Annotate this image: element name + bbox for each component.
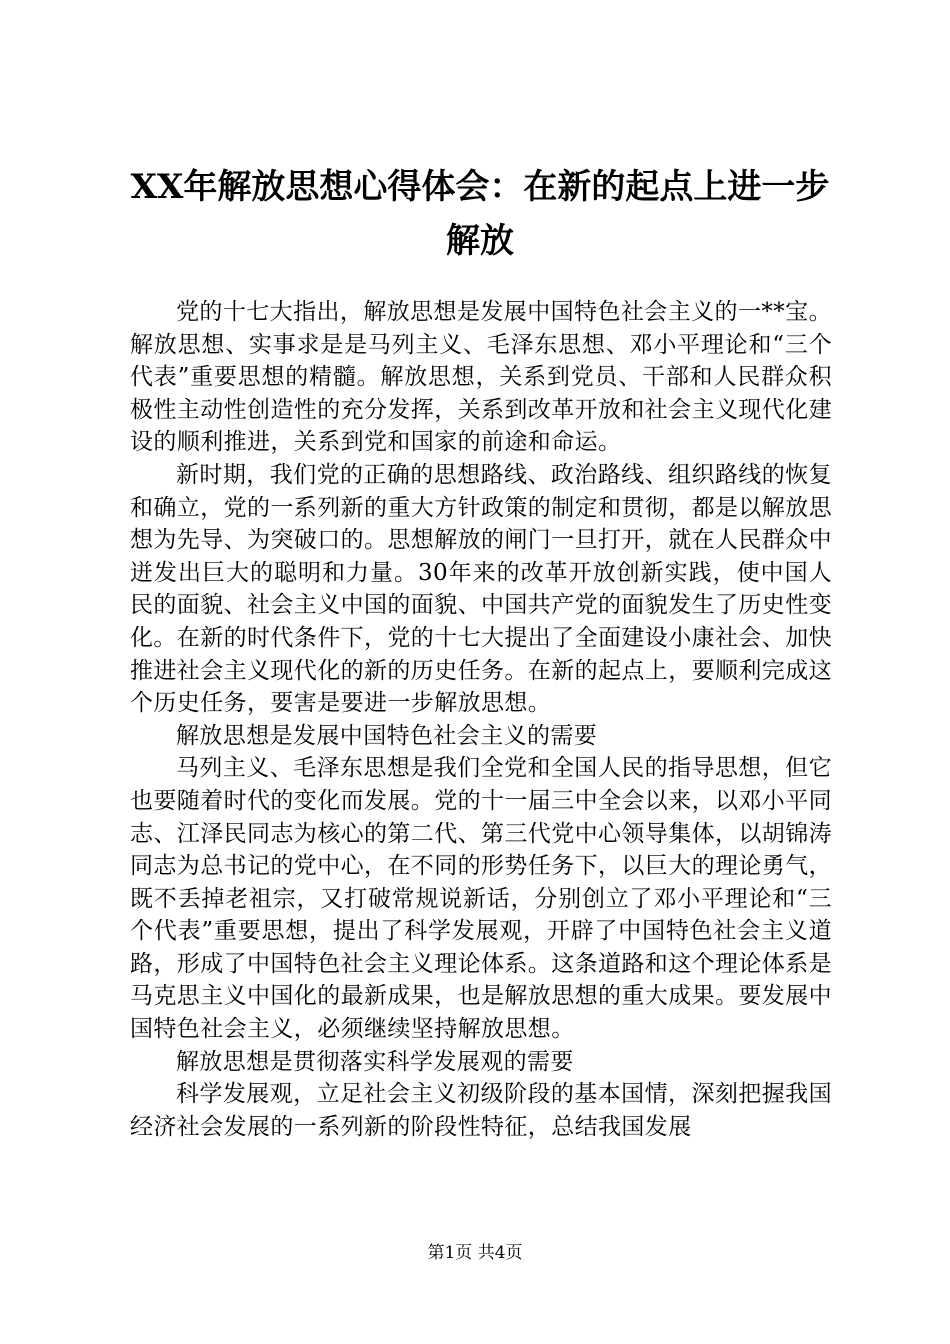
section-heading: 解放思想是发展中国特色社会主义的需要 — [176, 722, 598, 749]
document-body — [130, 296, 832, 1143]
paragraph: 新时期，我们党的正确的思想路线、政治路线、组织路线的恢复和确立，党的一系列新的重大方针政策的制定和贯彻，都是以解放思想为先导、为突破口的。思想解放的闸门一旦打开，就在人民群众中迸发出巨大的聪明和力量。30年来的改革开放创新实践，使中国人民的面貌、社会主义中国的面貌、中国共产党的面貌发生了历史性变化。在新的时代条件下，党的十七大提出了全面建设小康社会、加快推进社会主义现代化的新的历史任务。在新的起点上，要顺利完成这个历史任务，要害是要进一步解放思想。 — [130, 461, 832, 717]
paragraph: 马列主义、毛泽东思想是我们全党和全国人民的指导思想，但它也要随着时代的变化而发展。党的十一届三中全会以来，以邓小平同志、江泽民同志为核心的第二代、第三代党中心领导集体，以胡锦涛同志为总书记的党中心，在不同的形势任务下，以巨大的理论勇气，既不丢掉老祖宗，又打破常规说新话，分别创立了邓小平理论和“三个代表”重要思想，提出了科学发展观，开辟了中国特色社会主义道路，形成了中国特色社会主义理论体系。这条道路和这个理论体系是马克思主义中国化的最新成果，也是解放思想的重大成果。要发展中国特色社会主义，必须继续坚持解放思想。 — [130, 755, 832, 1043]
document-title: XX年解放思想心得体会：在新的起点上进一步解放 — [130, 167, 830, 261]
paragraph: 科学发展观，立足社会主义初级阶段的基本国情，深刻把握我国经济社会发展的一系列新的阶段性特征，总结我国发展 — [130, 1081, 832, 1140]
paragraph: 党的十七大指出，解放思想是发展中国特色社会主义的一**宝。解放思想、实事求是是马列主义、毛泽东思想、邓小平理论和“三个代表”重要思想的精髓。解放思想，关系到党员、干部和人民群众积极性主动性创造性的充分发挥，关系到改革开放和社会主义现代化建设的顺利推进，关系到党和国家的前途和命运。 — [130, 299, 832, 456]
page-number-footer: 第1页 共4页 — [427, 1243, 523, 1263]
section-heading: 解放思想是贯彻落实科学发展观的需要 — [176, 1048, 574, 1075]
